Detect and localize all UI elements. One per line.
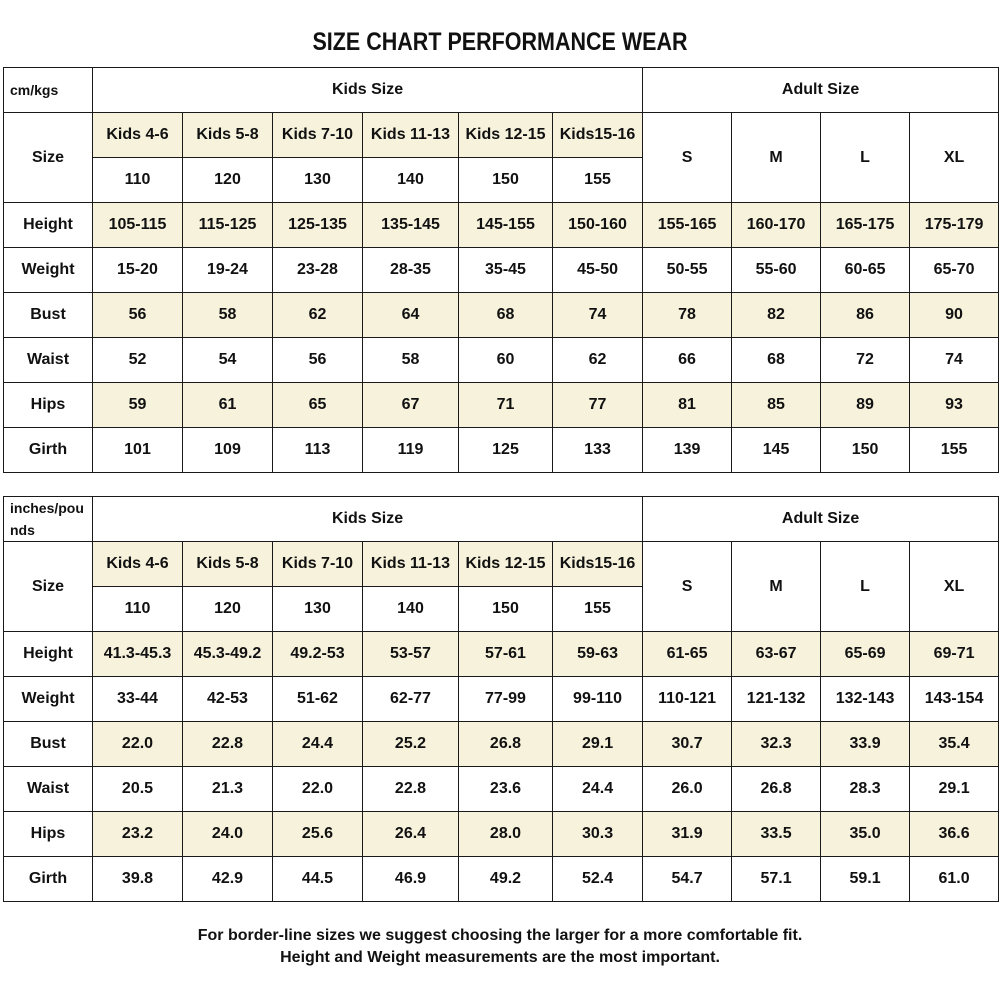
measurement-cell: 52.4 — [553, 857, 643, 902]
row-label: Weight — [4, 677, 93, 722]
measurement-cell: 26.8 — [732, 767, 821, 812]
measurement-row — [4, 722, 999, 767]
measurement-cell: 22.8 — [363, 767, 459, 812]
kids-size-cell: Kids 7-10 — [273, 113, 363, 158]
measurement-cell: 86 — [821, 293, 910, 338]
kids-size-cell: Kids 4-6 — [93, 113, 183, 158]
measurement-cell: 54.7 — [643, 857, 732, 902]
measurement-cell: 65 — [273, 383, 363, 428]
measurement-cell: 77 — [553, 383, 643, 428]
measurement-cell: 29.1 — [910, 767, 999, 812]
kids-size-cell: Kids 11-13 — [363, 113, 459, 158]
size-row — [4, 113, 999, 158]
header-row — [4, 497, 999, 542]
measurement-cell: 46.9 — [363, 857, 459, 902]
measurement-cell: 155-165 — [643, 203, 732, 248]
measurement-cell: 59.1 — [821, 857, 910, 902]
measurement-cell: 93 — [910, 383, 999, 428]
measurement-cell: 24.4 — [273, 722, 363, 767]
kids-size-cell: Kids15-16 — [553, 113, 643, 158]
adult-size-cell: S — [643, 113, 732, 203]
measurement-cell: 135-145 — [363, 203, 459, 248]
unit-label: inches/pounds — [4, 497, 93, 542]
size-chart-table-imperial — [3, 496, 999, 902]
measurement-cell: 105-115 — [93, 203, 183, 248]
row-label: Hips — [4, 812, 93, 857]
measurement-cell: 155 — [910, 428, 999, 473]
measurement-cell: 30.3 — [553, 812, 643, 857]
measurement-cell: 22.8 — [183, 722, 273, 767]
measurement-cell: 165-175 — [821, 203, 910, 248]
measurement-cell: 143-154 — [910, 677, 999, 722]
measurement-cell: 28.3 — [821, 767, 910, 812]
measurement-cell: 145-155 — [459, 203, 553, 248]
kids-height-cell: 120 — [183, 158, 273, 203]
kids-height-cell: 110 — [93, 587, 183, 632]
row-label: Waist — [4, 767, 93, 812]
measurement-cell: 22.0 — [273, 767, 363, 812]
measurement-row — [4, 677, 999, 722]
measurement-cell: 63-67 — [732, 632, 821, 677]
measurement-cell: 61.0 — [910, 857, 999, 902]
measurement-cell: 113 — [273, 428, 363, 473]
measurement-cell: 19-24 — [183, 248, 273, 293]
adult-size-cell: L — [821, 542, 910, 632]
adult-size-cell: S — [643, 542, 732, 632]
measurement-cell: 81 — [643, 383, 732, 428]
row-label: Girth — [4, 428, 93, 473]
measurement-cell: 119 — [363, 428, 459, 473]
kids-height-cell: 140 — [363, 158, 459, 203]
kids-height-cell: 120 — [183, 587, 273, 632]
measurement-cell: 52 — [93, 338, 183, 383]
kids-height-cell: 110 — [93, 158, 183, 203]
kids-height-cell: 130 — [273, 587, 363, 632]
footer-note-important: Height and Weight measurements are the most important. — [280, 949, 720, 966]
measurement-cell: 25.6 — [273, 812, 363, 857]
measurement-cell: 39.8 — [93, 857, 183, 902]
kids-size-cell: Kids 4-6 — [93, 542, 183, 587]
measurement-row — [4, 338, 999, 383]
measurement-cell: 57.1 — [732, 857, 821, 902]
adult-size-cell: M — [732, 113, 821, 203]
measurement-cell: 35.4 — [910, 722, 999, 767]
measurement-cell: 30.7 — [643, 722, 732, 767]
kids-height-cell: 155 — [553, 158, 643, 203]
measurement-cell: 58 — [363, 338, 459, 383]
measurement-cell: 42.9 — [183, 857, 273, 902]
measurement-cell: 69-71 — [910, 632, 999, 677]
measurement-cell: 110-121 — [643, 677, 732, 722]
kids-size-header: Kids Size — [93, 68, 643, 113]
header-row — [4, 68, 999, 113]
row-label: Girth — [4, 857, 93, 902]
measurement-cell: 109 — [183, 428, 273, 473]
measurement-cell: 31.9 — [643, 812, 732, 857]
measurement-cell: 150-160 — [553, 203, 643, 248]
measurement-cell: 78 — [643, 293, 732, 338]
measurement-cell: 29.1 — [553, 722, 643, 767]
measurement-cell: 56 — [93, 293, 183, 338]
row-label: Bust — [4, 722, 93, 767]
measurement-cell: 175-179 — [910, 203, 999, 248]
measurement-cell: 44.5 — [273, 857, 363, 902]
measurement-cell: 20.5 — [93, 767, 183, 812]
measurement-cell: 68 — [732, 338, 821, 383]
measurement-cell: 50-55 — [643, 248, 732, 293]
measurement-cell: 32.3 — [732, 722, 821, 767]
measurement-cell: 125 — [459, 428, 553, 473]
row-label: Waist — [4, 338, 93, 383]
kids-size-cell: Kids 5-8 — [183, 113, 273, 158]
kids-height-cell: 140 — [363, 587, 459, 632]
measurement-cell: 49.2-53 — [273, 632, 363, 677]
measurement-cell: 42-53 — [183, 677, 273, 722]
measurement-row — [4, 812, 999, 857]
measurement-cell: 89 — [821, 383, 910, 428]
measurement-cell: 82 — [732, 293, 821, 338]
measurement-row — [4, 428, 999, 473]
measurement-row — [4, 293, 999, 338]
measurement-cell: 68 — [459, 293, 553, 338]
measurement-cell: 65-69 — [821, 632, 910, 677]
measurement-row — [4, 203, 999, 248]
measurement-cell: 150 — [821, 428, 910, 473]
page-title: SIZE CHART PERFORMANCE WEAR — [312, 28, 688, 56]
measurement-cell: 160-170 — [732, 203, 821, 248]
measurement-cell: 57-61 — [459, 632, 553, 677]
measurement-cell: 21.3 — [183, 767, 273, 812]
measurement-cell: 28.0 — [459, 812, 553, 857]
measurement-cell: 62 — [273, 293, 363, 338]
kids-height-cell: 155 — [553, 587, 643, 632]
row-label: Weight — [4, 248, 93, 293]
measurement-cell: 24.0 — [183, 812, 273, 857]
measurement-cell: 53-57 — [363, 632, 459, 677]
kids-size-cell: Kids 12-15 — [459, 113, 553, 158]
measurement-cell: 58 — [183, 293, 273, 338]
measurement-cell: 66 — [643, 338, 732, 383]
measurement-cell: 60-65 — [821, 248, 910, 293]
measurement-cell: 49.2 — [459, 857, 553, 902]
measurement-cell: 132-143 — [821, 677, 910, 722]
measurement-cell: 15-20 — [93, 248, 183, 293]
kids-size-header: Kids Size — [93, 497, 643, 542]
measurement-cell: 41.3-45.3 — [93, 632, 183, 677]
measurement-cell: 23.6 — [459, 767, 553, 812]
measurement-cell: 62 — [553, 338, 643, 383]
size-row — [4, 542, 999, 587]
measurement-row — [4, 632, 999, 677]
measurement-cell: 139 — [643, 428, 732, 473]
measurement-cell: 77-99 — [459, 677, 553, 722]
measurement-cell: 72 — [821, 338, 910, 383]
row-label: Height — [4, 632, 93, 677]
measurement-cell: 64 — [363, 293, 459, 338]
measurement-cell: 61-65 — [643, 632, 732, 677]
measurement-cell: 115-125 — [183, 203, 273, 248]
adult-size-cell: L — [821, 113, 910, 203]
measurement-cell: 85 — [732, 383, 821, 428]
measurement-cell: 125-135 — [273, 203, 363, 248]
measurement-cell: 45-50 — [553, 248, 643, 293]
measurement-cell: 59-63 — [553, 632, 643, 677]
measurement-cell: 25.2 — [363, 722, 459, 767]
measurement-cell: 133 — [553, 428, 643, 473]
footer-note: For border-line sizes we suggest choosing the larger for a more comfortable fit. — [197, 927, 803, 944]
measurement-cell: 121-132 — [732, 677, 821, 722]
adult-size-header: Adult Size — [643, 68, 999, 113]
measurement-row — [4, 767, 999, 812]
measurement-cell: 71 — [459, 383, 553, 428]
measurement-cell: 62-77 — [363, 677, 459, 722]
measurement-cell: 74 — [553, 293, 643, 338]
measurement-cell: 33.9 — [821, 722, 910, 767]
kids-size-cell: Kids 5-8 — [183, 542, 273, 587]
size-label: Size — [4, 542, 93, 632]
measurement-cell: 35.0 — [821, 812, 910, 857]
measurement-cell: 33.5 — [732, 812, 821, 857]
measurement-cell: 90 — [910, 293, 999, 338]
measurement-cell: 23.2 — [93, 812, 183, 857]
measurement-row — [4, 383, 999, 428]
measurement-cell: 26.0 — [643, 767, 732, 812]
row-label: Bust — [4, 293, 93, 338]
row-label: Hips — [4, 383, 93, 428]
measurement-cell: 36.6 — [910, 812, 999, 857]
measurement-cell: 61 — [183, 383, 273, 428]
measurement-cell: 33-44 — [93, 677, 183, 722]
kids-size-cell: Kids 7-10 — [273, 542, 363, 587]
measurement-cell: 56 — [273, 338, 363, 383]
measurement-cell: 60 — [459, 338, 553, 383]
adult-size-header: Adult Size — [643, 497, 999, 542]
size-chart-table-metric — [3, 67, 999, 473]
kids-size-cell: Kids 12-15 — [459, 542, 553, 587]
measurement-cell: 74 — [910, 338, 999, 383]
kids-height-cell: 150 — [459, 587, 553, 632]
measurement-cell: 101 — [93, 428, 183, 473]
measurement-cell: 59 — [93, 383, 183, 428]
measurement-cell: 65-70 — [910, 248, 999, 293]
measurement-cell: 28-35 — [363, 248, 459, 293]
measurement-cell: 145 — [732, 428, 821, 473]
measurement-cell: 35-45 — [459, 248, 553, 293]
kids-size-cell: Kids15-16 — [553, 542, 643, 587]
measurement-cell: 99-110 — [553, 677, 643, 722]
measurement-cell: 67 — [363, 383, 459, 428]
measurement-cell: 26.4 — [363, 812, 459, 857]
size-label: Size — [4, 113, 93, 203]
measurement-cell: 54 — [183, 338, 273, 383]
measurement-cell: 23-28 — [273, 248, 363, 293]
measurement-cell: 51-62 — [273, 677, 363, 722]
adult-size-cell: M — [732, 542, 821, 632]
measurement-cell: 22.0 — [93, 722, 183, 767]
kids-height-cell: 150 — [459, 158, 553, 203]
measurement-cell: 24.4 — [553, 767, 643, 812]
row-label: Height — [4, 203, 93, 248]
measurement-cell: 45.3-49.2 — [183, 632, 273, 677]
measurement-cell: 55-60 — [732, 248, 821, 293]
kids-size-cell: Kids 11-13 — [363, 542, 459, 587]
measurement-row — [4, 857, 999, 902]
adult-size-cell: XL — [910, 113, 999, 203]
kids-height-cell: 130 — [273, 158, 363, 203]
measurement-cell: 26.8 — [459, 722, 553, 767]
unit-label: cm/kgs — [4, 68, 93, 113]
measurement-row — [4, 248, 999, 293]
adult-size-cell: XL — [910, 542, 999, 632]
